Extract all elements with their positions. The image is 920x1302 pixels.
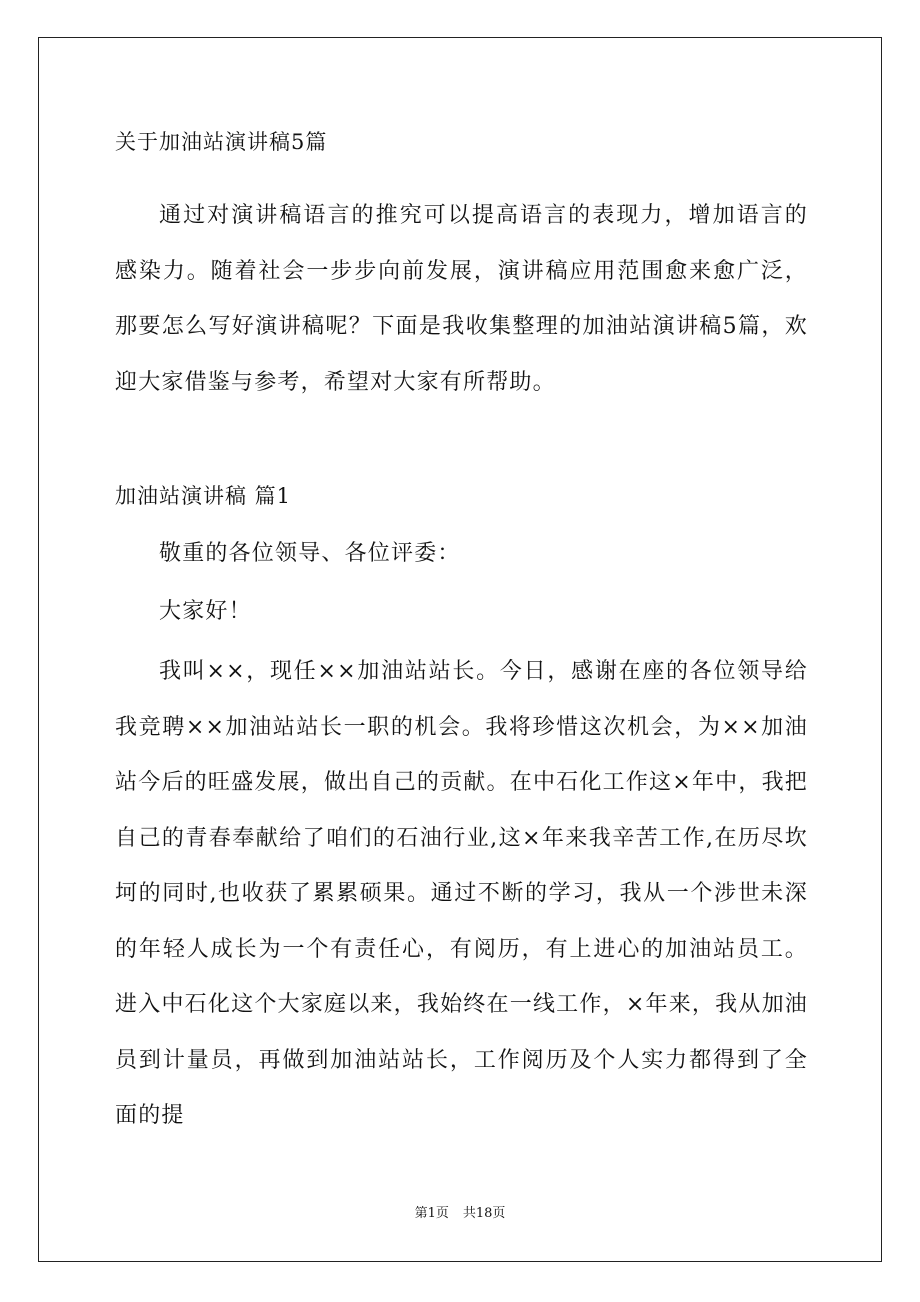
intro-paragraph: 通过对演讲稿语言的推究可以提高语言的表现力，增加语言的感染力。随着社会一步步向前发展，演讲稿应用范围愈来愈广泛，那要怎么写好演讲稿呢？下面是我收集整理的加油站演讲稿5篇，欢迎大家借鉴与参考，希望对大家有所帮助。 <box>115 203 808 395</box>
document-body <box>115 118 808 1144</box>
salutation: 敬重的各位领导、各位评委： <box>159 541 461 566</box>
greeting: 大家好！ <box>159 599 252 624</box>
section-title: 加油站演讲稿 篇1 <box>115 484 292 508</box>
page-number: 第1页 <box>414 1206 449 1221</box>
page-footer <box>0 1205 920 1223</box>
speech-paragraph: 我叫××，现任××加油站站长。今日，感谢在座的各位领导给我竞聘××加油站站长一职的机会。我将珍惜这次机会，为××加油站今后的旺盛发展，做出自己的贡献。在中石化工作这×年中，我把自己的青春奉献给了咱们的石油行业,这×年来我辛苦工作,在历尽坎坷的同时,也收获了累累硕果。通过不断的学习，我从一个涉世未深的年轻人成长为一个有责任心，有阅历，有上进心的加油站员工。进入中石化这个大家庭以来，我始终在一线工作，×年来，我从加油员到计量员，再做到加油站站长，工作阅历及个人实力都得到了全面的提 <box>115 659 808 1128</box>
total-pages: 共18页 <box>462 1206 506 1221</box>
document-title: 关于加油站演讲稿5篇 <box>115 130 328 154</box>
